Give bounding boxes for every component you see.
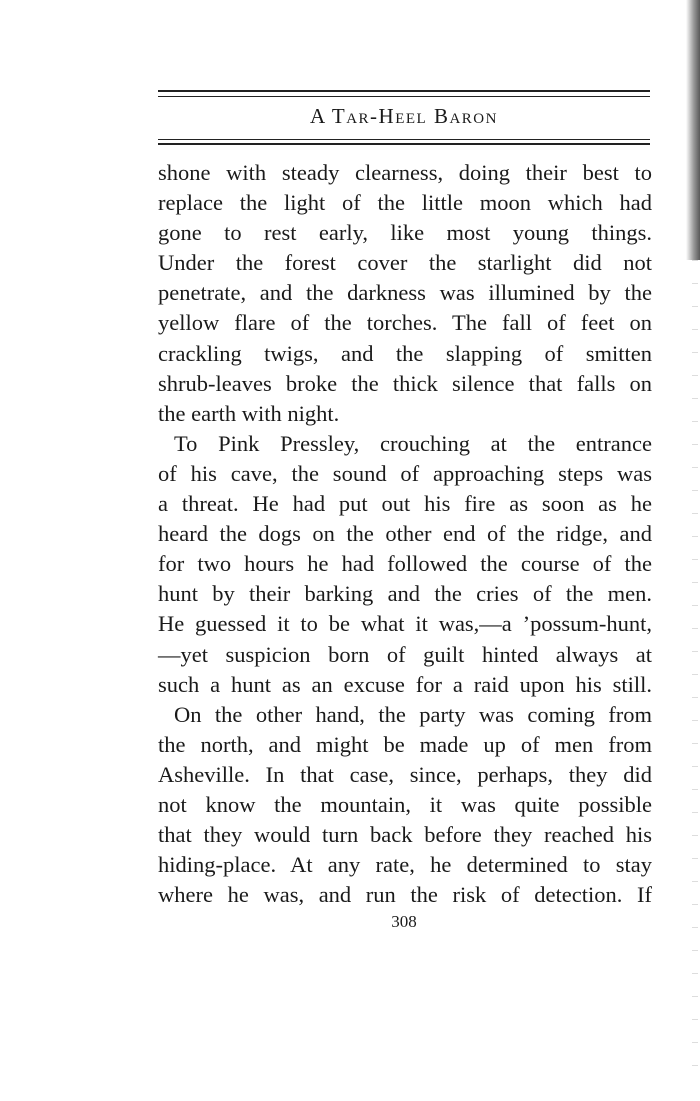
text-line: that they would turn back before they reached his	[158, 822, 652, 848]
text-line: Asheville. In that case, since, perhaps, they did	[158, 761, 652, 787]
header-rule-top-thin	[158, 96, 650, 97]
page-edge-shadow	[686, 0, 700, 260]
text-line: such a hunt as an excuse for a raid upon his still.	[158, 671, 652, 697]
text-line: yellow flare of the torches. The fall of feet on	[158, 310, 652, 336]
running-head: A Tar-Heel Baron	[310, 104, 498, 128]
text-line: To Pink Pressley, crouching at the entrance	[174, 430, 652, 456]
text-line: crackling twigs, and the slapping of smitten	[158, 340, 652, 366]
text-line: for two hours he had followed the course of the	[158, 551, 652, 577]
page-number: 308	[391, 912, 417, 931]
text-line: hiding-place. At any rate, he determined to stay	[158, 852, 652, 878]
text-line: shone with steady clearness, doing their best to	[158, 160, 652, 185]
text-line: a threat. He had put out his fire as soon as he	[158, 491, 652, 517]
body-text	[158, 158, 652, 910]
page-edge-specks	[692, 260, 698, 1080]
text-line: where he was, and run the risk of detection. If	[158, 882, 652, 908]
text-line: the earth with night.	[158, 400, 340, 426]
text-line: —yet suspicion born of guilt hinted always at	[158, 641, 652, 667]
header-rule-top	[158, 90, 650, 92]
text-line: penetrate, and the darkness was illumined by the	[158, 280, 652, 306]
text-line: He guessed it to be what it was,—a ’possum-hunt,	[158, 611, 652, 637]
header-rule-bottom-thin	[158, 139, 650, 140]
text-line: hunt by their barking and the cries of the men.	[158, 581, 652, 607]
text-line: not know the mountain, it was quite possible	[158, 791, 652, 817]
text-line: of his cave, the sound of approaching steps was	[158, 460, 652, 486]
text-line: replace the light of the little moon which had	[158, 190, 652, 216]
text-line: gone to rest early, like most young things.	[158, 220, 652, 246]
text-line: the north, and might be made up of men from	[158, 731, 652, 757]
text-line: heard the dogs on the other end of the ridge, and	[158, 521, 652, 547]
header-rule-bottom	[158, 143, 650, 145]
text-line: shrub-leaves broke the thick silence that falls on	[158, 370, 652, 396]
text-line: Under the forest cover the starlight did not	[158, 250, 652, 276]
text-line: On the other hand, the party was coming from	[174, 701, 652, 727]
